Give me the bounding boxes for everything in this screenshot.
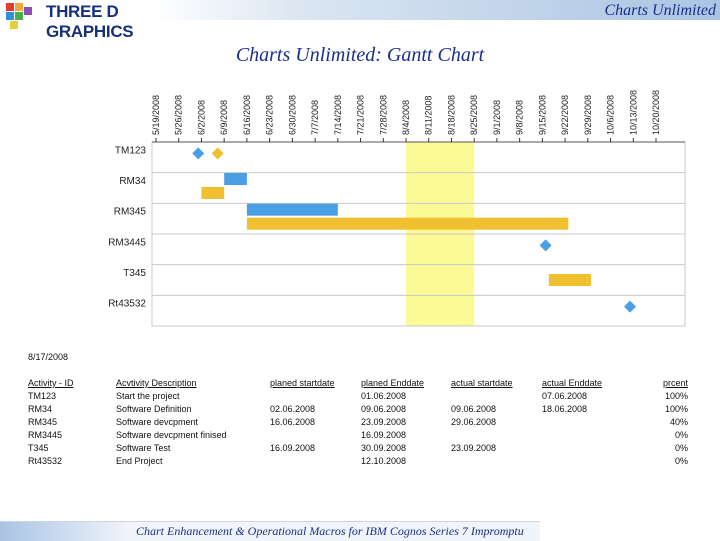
table-cell: RM34 [28,404,53,414]
table-header-cell: planed Enddate [361,378,425,388]
table-cell: 23.09.2008 [361,417,407,427]
footer-text: Chart Enhancement & Operational Macros for IBM Cognos Series 7 Impromptu [136,524,524,538]
table-header-cell: actual Enddate [542,378,603,388]
table-cell: 07.06.2008 [542,391,588,401]
milestone-planned [624,301,636,313]
table-cell: 30.09.2008 [361,443,407,453]
x-tick-label: 9/1/2008 [491,99,502,135]
footer-accent [0,522,130,541]
category-label: RM34 [119,176,146,187]
x-tick-label: 6/9/2008 [219,99,230,135]
x-tick-label: 7/21/2008 [355,94,366,135]
table-cell: Software Definition [116,404,192,414]
x-tick-label: 8/25/2008 [469,94,480,135]
x-tick-label: 9/15/2008 [537,94,548,135]
category-label: Rt43532 [108,298,146,310]
report-date: 8/17/2008 [28,352,69,362]
table-cell: Software Test [116,443,171,453]
table-cell: 01.06.2008 [361,391,407,401]
logo-text: THREE D GRAPHICS [46,2,134,41]
table-header-cell: prcent [662,378,688,388]
table-cell: 02.06.2008 [270,404,316,414]
table-cell: RM345 [28,417,58,427]
table-cell: 16.09.2008 [361,430,407,440]
table-cell: 16.06.2008 [270,417,316,427]
table-cell: TM123 [28,391,57,401]
table-cell: 0% [674,443,688,453]
table-cell: 09.06.2008 [451,404,497,414]
actual-bar [549,274,591,286]
milestone-actual [212,147,224,159]
actual-bar [201,187,224,199]
x-tick-label: 10/13/2008 [628,89,639,135]
planned-bar [224,173,247,185]
table-cell: Software devcpment [116,417,199,427]
table-cell: 0% [674,456,688,466]
x-tick-label: 5/26/2008 [173,94,184,135]
x-tick-label: 6/30/2008 [287,94,298,135]
table-cell: Rt43532 [28,456,63,466]
category-label: T345 [123,268,146,279]
milestone-planned [540,239,552,251]
category-label: RM345 [113,206,146,218]
table-cell: 0% [674,430,688,440]
x-tick-label: 6/2/2008 [196,99,207,135]
table-cell: RM3445 [28,430,63,440]
x-tick-label: 5/19/2008 [151,94,161,135]
table-cell: 18.06.2008 [542,404,588,414]
x-tick-label: 9/8/2008 [514,99,525,135]
category-label: RM3445 [108,237,146,249]
x-tick-label: 9/22/2008 [560,94,571,135]
table-cell: 29.06.2008 [451,417,497,427]
category-label: TM123 [114,145,146,157]
page-title: Charts Unlimited: Gantt Chart [235,44,485,66]
brand-label: Charts Unlimited [604,2,716,19]
table-cell: 100% [664,404,688,414]
table-header-cell: actual startdate [451,378,513,388]
table-cell: Start the project [116,391,180,401]
table-cell: Software devcpment finised [116,430,227,440]
x-tick-label: 7/28/2008 [378,94,389,135]
x-tick-label: 8/4/2008 [401,99,411,135]
table-cell: 12.10.2008 [361,456,407,466]
table-cell: End Project [116,456,163,466]
x-tick-label: 6/16/2008 [241,94,252,135]
table-cell: T345 [28,443,49,453]
x-tick-label: 6/23/2008 [264,94,275,135]
table-cell: 09.06.2008 [361,404,407,414]
x-tick-label: 10/20/2008 [651,89,661,135]
table-cell: 16.09.2008 [270,443,316,453]
planned-bar [247,204,338,216]
table-cell: 23.09.2008 [451,443,497,453]
milestone-planned [192,147,204,159]
x-tick-label: 7/7/2008 [310,99,321,135]
table-header-cell: planed startdate [270,378,335,388]
actual-bar [247,218,568,230]
footer-bar [0,521,540,541]
table-header-cell: Activity - ID [28,378,74,388]
x-tick-label: 10/6/2008 [605,94,616,135]
x-tick-label: 9/29/2008 [582,94,593,135]
x-tick-label: 8/11/2008 [423,95,434,135]
x-tick-label: 8/18/2008 [446,94,457,135]
x-tick-label: 7/14/2008 [332,94,343,135]
table-header-cell: Acvtivity Description [116,378,197,388]
table-cell: 100% [664,391,688,401]
table-cell: 40% [669,417,688,427]
